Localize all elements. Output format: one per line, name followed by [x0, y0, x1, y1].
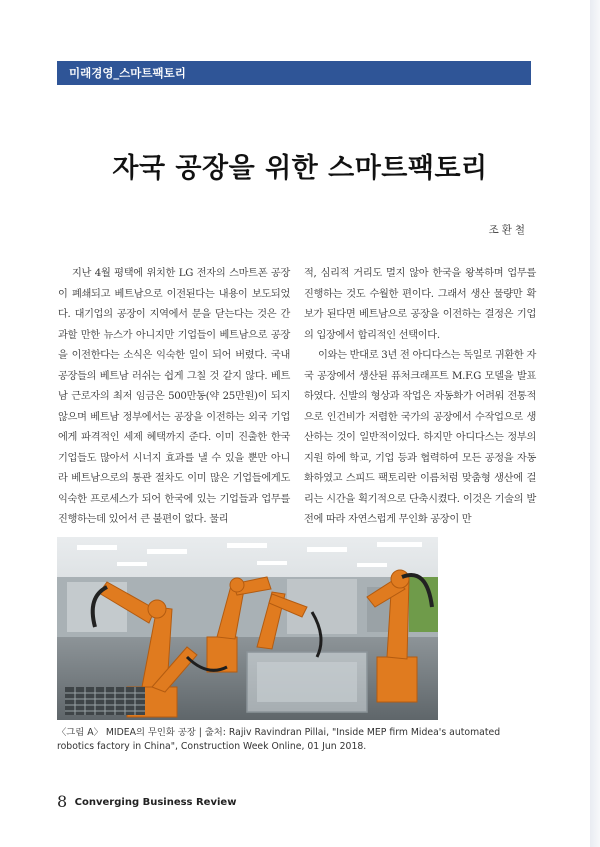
page-edge-strip — [590, 0, 600, 847]
paragraph-continued: 적, 심리적 거리도 멀지 않아 한국을 왕복하며 업무를 진행하는 것도 수월한 편이다. 그래서 생산 물량만 확보가 된다면 베트남으로 공장을 이전하는 결정은 기업의 입장에서 합리적인 선택이다. — [304, 268, 536, 341]
page-footer — [57, 792, 236, 811]
section-header-bar — [57, 61, 531, 85]
factory-photo — [57, 537, 438, 720]
section-label: 미래경영_스마트팩토리 — [69, 66, 186, 80]
article-column-left — [58, 264, 290, 531]
figure-caption: 〈그림 A〉 MIDEA의 무인화 공장 | 출처: Rajiv Ravindran Pillai, "Inside MEP firm Midea's automated robotics factory in China", Construction Week Online, 01 Jun 2018. — [57, 727, 501, 752]
factory-robots-illustration — [57, 537, 438, 720]
paragraph: 지난 4월 평택에 위치한 LG 전자의 스마트폰 공장이 폐쇄되고 베트남으로 이전된다는 내용이 보도되었다. 대기업의 공장이 지역에서 문을 닫는다는 것은 간과할 만한 뉴스가 아니지만 기업들이 베트남으로 공장을 이전한다는 소식은 익숙한 일이 되어 버렸다. 국내 공장들의 베트남 러쉬는 쉽게 그칠 것 같지 않다. 베트남 근로자의 최저 임금은 500만동(약 25만원)이 되지 않으며 베트남 정부에서는 공장을 이전하는 외국 기업에게 파격적인 세제 혜택까지 준다. 이미 진출한 한국기업들도 많아서 시너지 효과를 낼 수 있을 뿐만 아니라 베트남으로의 통관 절차도 이미 많은 기업들에게도 익숙한 프로세스가 되어 한국에 있는 기업들과 업무를 진행하는데 있어서 큰 불편이 없다. 물리 — [58, 268, 290, 525]
article-author: 조환철 — [488, 224, 528, 236]
publication-name: Converging Business Review — [74, 797, 237, 808]
page-number: 8 — [57, 792, 68, 811]
paragraph: 이와는 반대로 3년 전 아디다스는 독일로 귀환한 자국 공장에서 생산된 퓨처크래프트 M.F.G 모델을 발표하였다. 신발의 형상과 작업은 자동화가 어려워 전통적으로 인건비가 저렴한 국가의 공장에서 수작업으로 생산하는 것이 일반적이었다. 하지만 아디다스는 정부의 지원 하에 학교, 기업 등과 협력하여 모든 공정을 자동화하였고 스피드 팩토리란 이름처럼 맞춤형 생산에 걸리는 시간을 획기적으로 단축시켰다. 이것은 기술의 발전에 따라 자연스럽게 무인화 공장이 만 — [304, 350, 536, 525]
article-title: 자국 공장을 위한 스마트팩토리 — [112, 153, 488, 184]
article-column-right — [304, 264, 536, 531]
